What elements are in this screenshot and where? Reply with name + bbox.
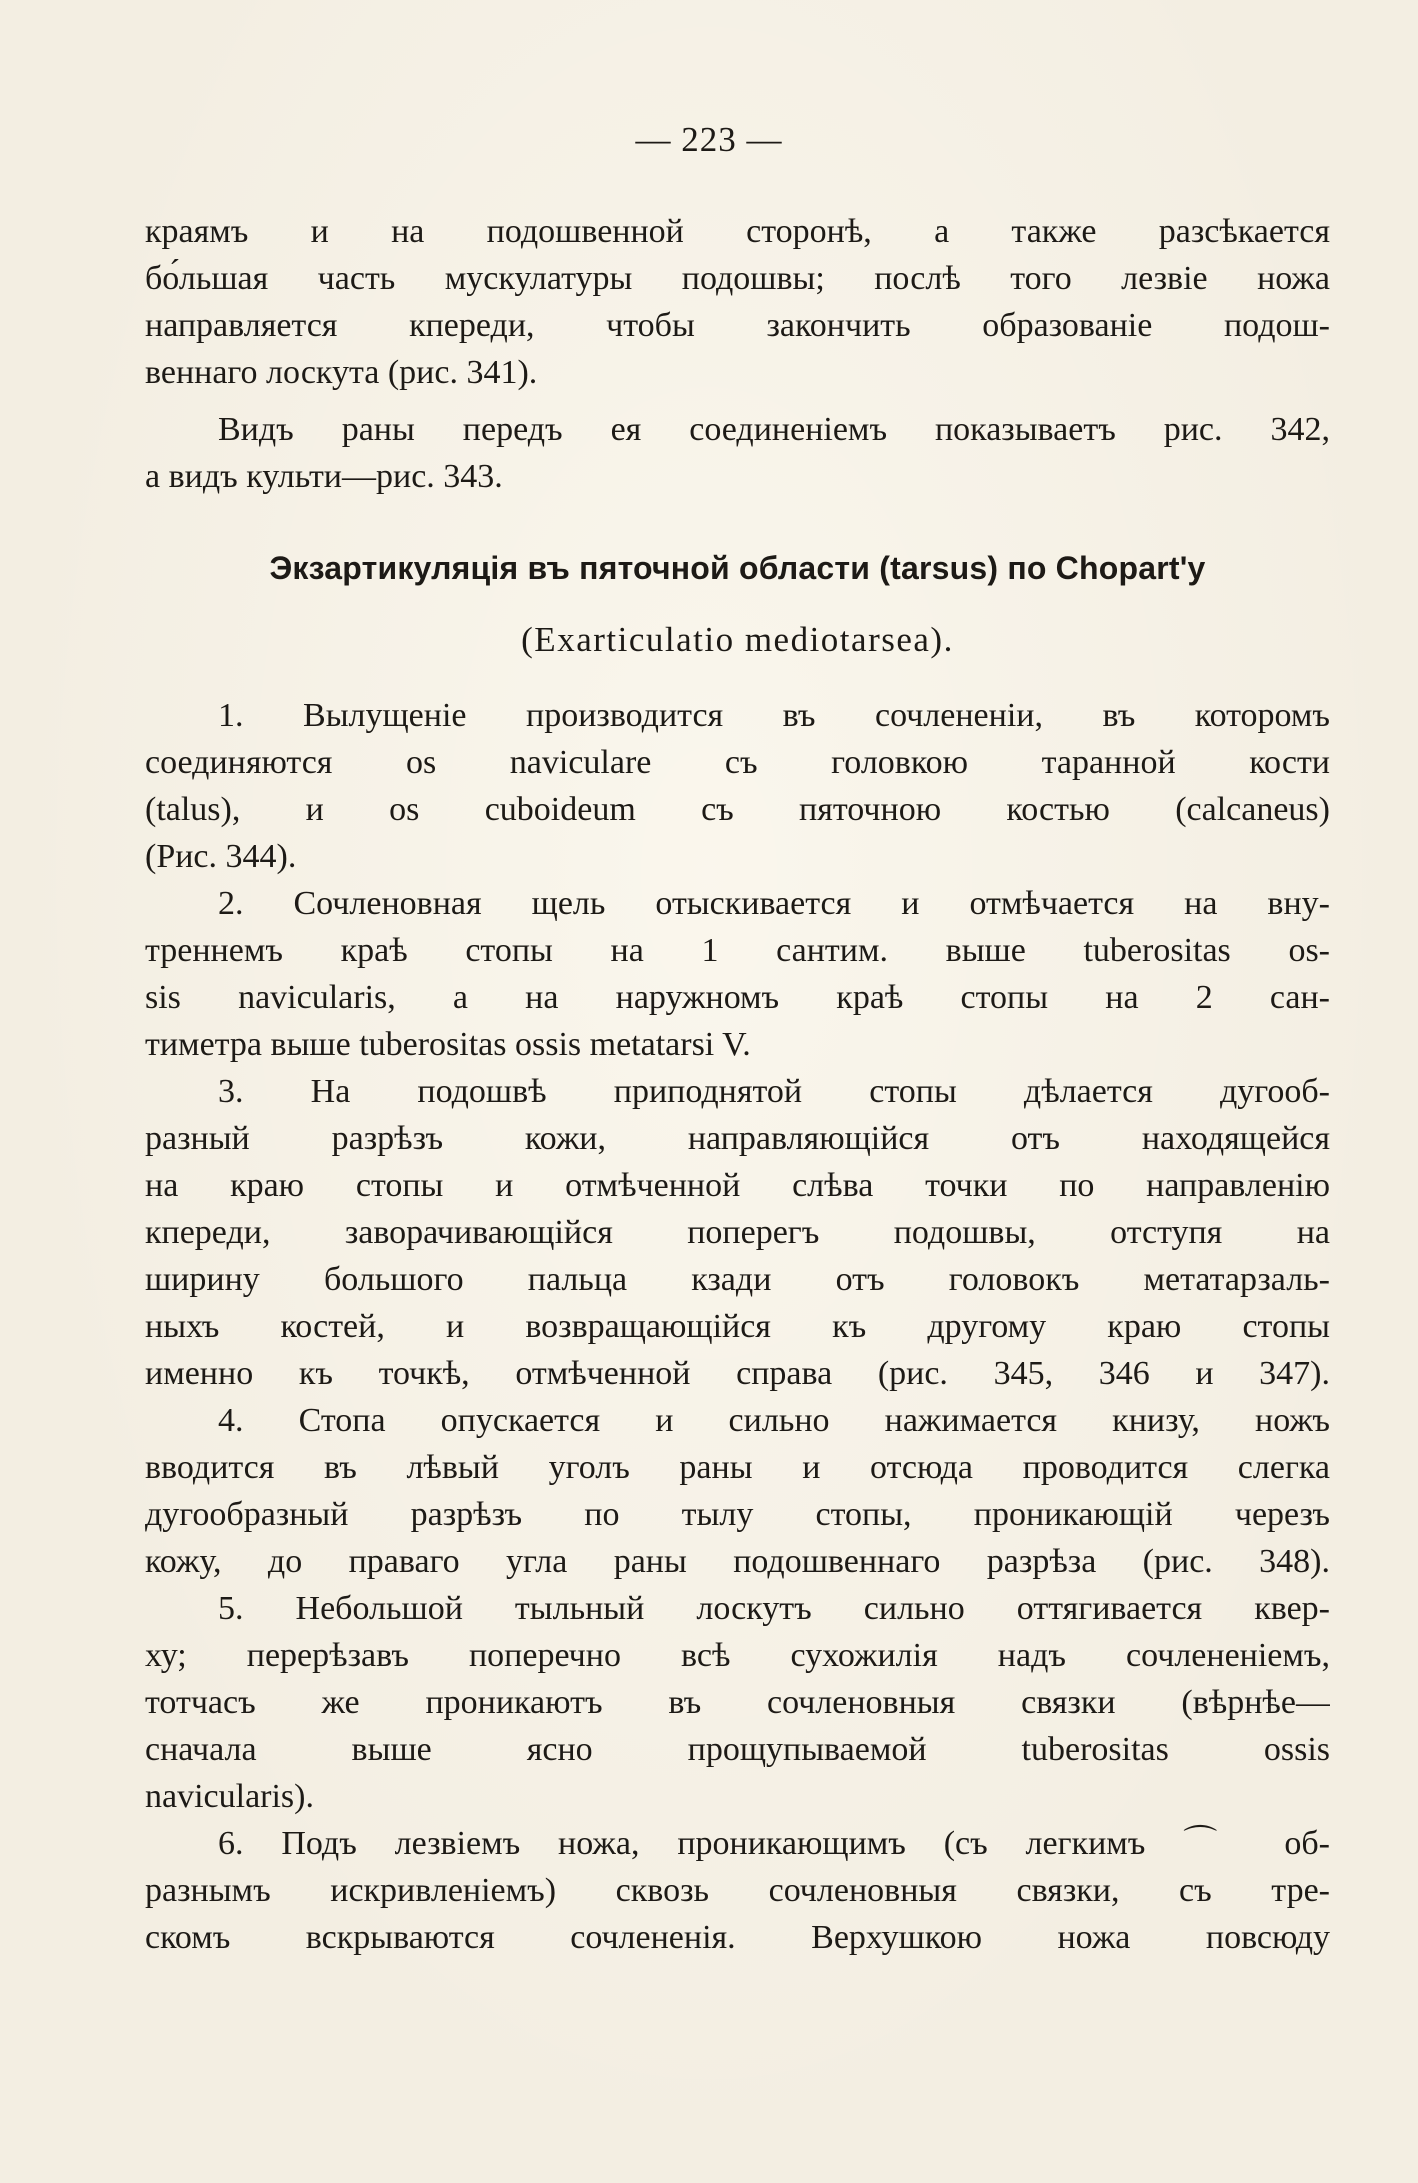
text-line: а видъ культи—рис. 343. — [145, 458, 503, 495]
step-4-line: вводится въ лѣвый уголъ раны и отсюда проводится слегка — [145, 1449, 1330, 1486]
step-3-line: ныхъ костей, и возвращающійся къ другому краю стопы — [145, 1308, 1330, 1345]
step-5-line: 5. Небольшой тыльный лоскутъ сильно оттягивается квер- — [218, 1590, 1330, 1627]
step-6-line: 6. Подъ лезвіемъ ножа, проникающимъ (съ легкимъ ⌒ об- — [218, 1825, 1330, 1862]
step-3-line: кпереди, заворачивающійся поперегъ подошвы, отступя на — [145, 1214, 1330, 1251]
step-5-line: ху; перерѣзавъ поперечно всѣ сухожилія надъ сочлененіемъ, — [145, 1637, 1330, 1674]
step-3-line: ширину большого пальца кзади отъ головокъ метатарзаль- — [145, 1261, 1330, 1298]
text-line: бо́льшая часть мускулатуры подошвы; послѣ того лезвіе ножа — [145, 260, 1330, 297]
step-3-line: именно къ точкѣ, отмѣченной справа (рис. 345, 346 и 347). — [145, 1355, 1330, 1392]
text-line: направляется кпереди, чтобы закончить образованіе подош- — [145, 307, 1330, 344]
section-heading: Экзартикуляція въ пяточной области (tarsus) по Chopart'у — [269, 550, 1206, 586]
step-2-line: sis navicularis, а на наружномъ краѣ стопы на 2 сан- — [145, 979, 1330, 1016]
section-subheading: (Exarticulatio mediotarsea). — [521, 620, 954, 659]
page-number: — 223 — — [635, 120, 783, 159]
intro-paragraph — [145, 208, 1330, 396]
step-1-line: соединяются os naviculare съ головкою таранной кости — [145, 744, 1330, 781]
numbered-steps — [145, 692, 1330, 1961]
step-1-line: (talus), и os cuboideum съ пяточною костью (calcaneus) — [145, 791, 1330, 828]
step-3-line: разный разрѣзъ кожи, направляющійся отъ находящейся — [145, 1120, 1330, 1157]
step-4-line: 4. Стопа опускается и сильно нажимается книзу, ножъ — [218, 1402, 1330, 1439]
step-4-line: кожу, до праваго угла раны подошвеннаго разрѣза (рис. 348). — [145, 1543, 1330, 1580]
text-line: краямъ и на подошвенной сторонѣ, а также разсѣкается — [145, 213, 1330, 250]
text-line: веннаго лоскута (рис. 341). — [145, 354, 538, 391]
step-5-line: сначала выше ясно прощупываемой tuberositas ossis — [145, 1731, 1330, 1768]
step-3-line: на краю стопы и отмѣченной слѣва точки по направленію — [145, 1167, 1330, 1204]
step-5-line: navicularis). — [145, 1778, 314, 1815]
step-5-line: тотчасъ же проникаютъ въ сочленовныя связки (вѣрнѣе— — [145, 1684, 1330, 1721]
step-1-line: 1. Вылущеніе производится въ сочлененіи, въ которомъ — [218, 697, 1330, 734]
step-3-line: 3. На подошвѣ приподнятой стопы дѣлается дугооб- — [218, 1073, 1330, 1110]
text-line: Видъ раны передъ ея соединеніемъ показываетъ рис. 342, — [218, 411, 1330, 448]
figure-reference-paragraph — [145, 406, 1330, 500]
step-2-line: тиметра выше tuberositas ossis metatarsi V. — [145, 1026, 751, 1063]
step-2-line: 2. Сочленовная щель отыскивается и отмѣчается на вну- — [218, 885, 1330, 922]
step-2-line: треннемъ краѣ стопы на 1 сантим. выше tuberositas os- — [145, 932, 1330, 969]
step-4-line: дугообразный разрѣзъ по тылу стопы, проникающій черезъ — [145, 1496, 1330, 1533]
step-1-line: (Рис. 344). — [145, 838, 297, 875]
step-6-line: скомъ вскрываются сочлененія. Верхушкою ножа повсюду — [145, 1919, 1330, 1956]
step-6-line: разнымъ искривленіемъ) сквозь сочленовныя связки, съ тре- — [145, 1872, 1330, 1909]
